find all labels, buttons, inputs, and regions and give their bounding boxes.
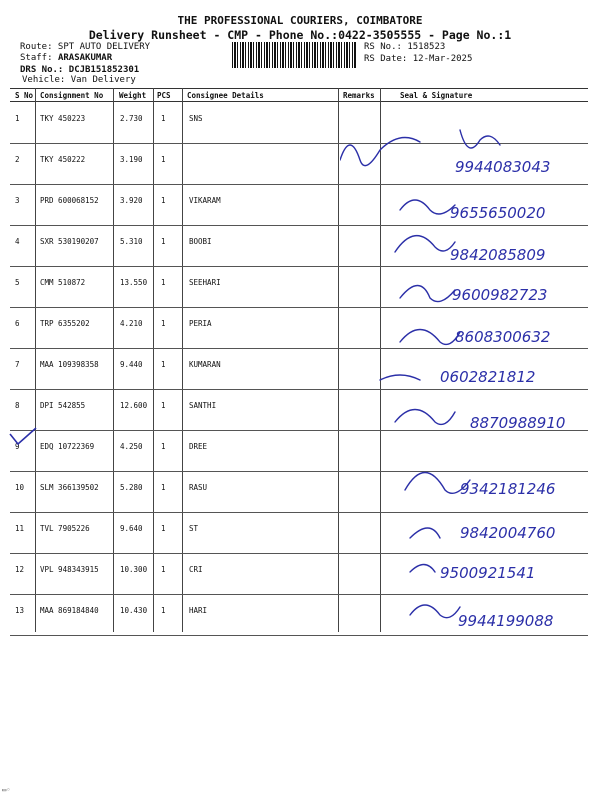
route-text: Route: SPT AUTO DELIVERY [20, 42, 151, 52]
cell-cons: MAA 109398358 [40, 360, 99, 369]
cell-weight: 4.210 [120, 319, 143, 328]
table-row [10, 512, 588, 554]
cell-pcs: 1 [161, 278, 166, 287]
sig-phone: 9500921541 [440, 564, 536, 582]
cell-sno: 5 [15, 278, 20, 287]
cell-sno: 2 [15, 155, 20, 164]
cell-sno: 1 [15, 114, 20, 123]
cell-weight: 9.640 [120, 524, 143, 533]
drs-label: DRS No.: [20, 65, 64, 75]
sig-phone: 9600982723 [452, 286, 548, 304]
cell-pcs: 1 [161, 606, 166, 615]
cell-cons: VPL 948343915 [40, 565, 99, 574]
drs-number: DCJB151852301 [68, 65, 140, 75]
table-row [10, 102, 588, 144]
cell-weight: 2.730 [120, 114, 143, 123]
cell-cons: CMM 510872 [40, 278, 86, 287]
table-row [10, 594, 588, 636]
cell-pcs: 1 [161, 196, 166, 205]
corner-mark: ▭◦ [2, 786, 11, 794]
cell-cons: TVL 7905226 [40, 524, 90, 533]
table-row [10, 553, 588, 595]
sig-phone: 8870988910 [470, 414, 566, 432]
cell-weight: 12.600 [120, 401, 148, 410]
table-row [10, 143, 588, 185]
sig-phone: 9944083043 [455, 158, 551, 176]
sig-phone: 9944199088 [458, 612, 554, 630]
cell-pcs: 1 [161, 401, 166, 410]
barcode [232, 42, 356, 68]
rs-number: RS No.: 1518523 [364, 42, 446, 52]
cell-name: DREE [189, 442, 208, 451]
cell-cons: MAA 869184840 [40, 606, 99, 615]
col-signature: Seal & Signature [400, 91, 473, 100]
col-remarks: Remarks [343, 91, 375, 100]
col-consignee: Consignee Details [187, 91, 264, 100]
cell-name: SANTHI [189, 401, 217, 410]
cell-name: RASU [189, 483, 208, 492]
cell-sno: 7 [15, 360, 20, 369]
table-row [10, 307, 588, 349]
sig-phone: 9342181246 [460, 480, 556, 498]
cell-cons: TRP 6355202 [40, 319, 90, 328]
staff-line [20, 53, 112, 63]
table-row [10, 348, 588, 390]
runsheet-title: Delivery Runsheet - CMP - Phone No.:0422-3505555 - Page No.:1 [88, 28, 512, 42]
cell-pcs: 1 [161, 524, 166, 533]
table-row [10, 471, 588, 513]
cell-cons: SLM 366139502 [40, 483, 99, 492]
checkmark-icon [6, 426, 40, 448]
cell-cons: PRD 600068152 [40, 196, 99, 205]
staff-label: Staff: [20, 53, 53, 63]
cell-pcs: 1 [161, 483, 166, 492]
sig-phone: 0602821812 [440, 368, 536, 386]
cell-weight: 3.190 [120, 155, 143, 164]
col-consignment: Consignment No [40, 91, 104, 100]
cell-cons: TKY 450222 [40, 155, 86, 164]
sig-phone: 8608300632 [455, 328, 551, 346]
cell-name: CRI [189, 565, 203, 574]
cell-weight: 5.310 [120, 237, 143, 246]
cell-name: BOOBI [189, 237, 212, 246]
cell-sno: 6 [15, 319, 20, 328]
cell-cons: SXR 530190207 [40, 237, 99, 246]
col-pcs: PCS [157, 91, 171, 100]
cell-cons: DPI 542855 [40, 401, 86, 410]
cell-sno: 10 [15, 483, 25, 492]
cell-sno: 9 [15, 442, 20, 451]
sig-phone: 9842085809 [450, 246, 546, 264]
drs-line [20, 65, 139, 75]
cell-pcs: 1 [161, 565, 166, 574]
cell-name: ST [189, 524, 199, 533]
cell-sno: 13 [15, 606, 25, 615]
cell-weight: 13.550 [120, 278, 148, 287]
cell-name: PERIA [189, 319, 212, 328]
staff-name: ARASAKUMAR [57, 53, 113, 63]
cell-sno: 11 [15, 524, 25, 533]
table-row [10, 430, 588, 472]
sig-phone: 9842004760 [460, 524, 556, 542]
cell-weight: 10.430 [120, 606, 148, 615]
cell-weight: 3.920 [120, 196, 143, 205]
table-row [10, 389, 588, 431]
col-sno: S No [15, 91, 34, 100]
cell-name: SEEHARI [189, 278, 221, 287]
cell-pcs: 1 [161, 319, 166, 328]
cell-cons: TKY 450223 [40, 114, 86, 123]
cell-name: HARI [189, 606, 208, 615]
sig-phone: 9655650020 [450, 204, 546, 222]
table-row [10, 266, 588, 308]
cell-pcs: 1 [161, 360, 166, 369]
cell-cons: EDQ 10722369 [40, 442, 95, 451]
cell-pcs: 1 [161, 114, 166, 123]
rs-date: RS Date: 12-Mar-2025 [364, 54, 473, 64]
cell-pcs: 1 [161, 442, 166, 451]
cell-pcs: 1 [161, 155, 166, 164]
cell-weight: 4.250 [120, 442, 143, 451]
company-name: THE PROFESSIONAL COURIERS, COIMBATORE [177, 14, 423, 27]
cell-sno: 3 [15, 196, 20, 205]
cell-weight: 9.440 [120, 360, 143, 369]
cell-name: SNS [189, 114, 203, 123]
cell-name: VIKARAM [189, 196, 221, 205]
cell-sno: 12 [15, 565, 25, 574]
cell-weight: 5.280 [120, 483, 143, 492]
cell-sno: 4 [15, 237, 20, 246]
col-weight: Weight [119, 91, 147, 100]
cell-weight: 10.300 [120, 565, 148, 574]
table-row [10, 225, 588, 267]
vehicle-text: Vehicle: Van Delivery [22, 75, 136, 85]
cell-pcs: 1 [161, 237, 166, 246]
cell-sno: 8 [15, 401, 20, 410]
table-top-rule [10, 88, 588, 89]
cell-name: KUMARAN [189, 360, 221, 369]
table-row [10, 184, 588, 226]
